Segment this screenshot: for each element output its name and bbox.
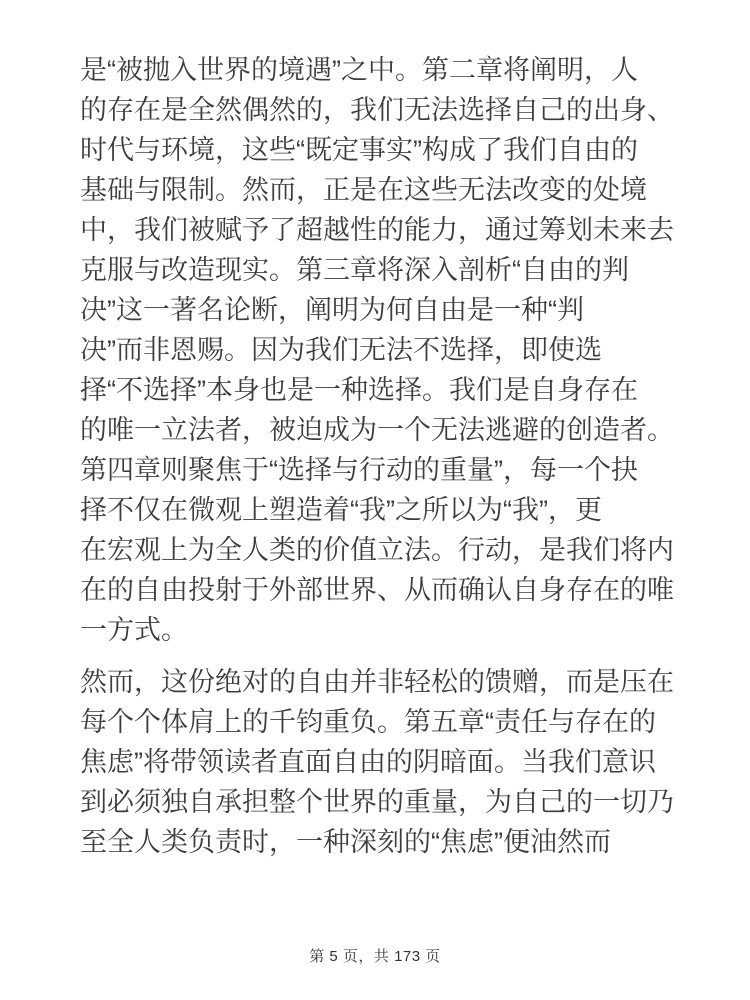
paragraph-1 [80,50,690,650]
text-line: 决”这一著名论断，阐明为何自由是一种“判 [80,295,584,325]
text-line: 每个个体肩上的千钧重负。第五章“责任与存在的 [80,707,656,737]
text-line: 然而，这份绝对的自由并非轻松的馈赠，而是压在 [80,667,674,697]
text-line: 时代与环境，这些“既定事实”构成了我们自由的 [80,135,638,165]
text-line: 中，我们被赋予了超越性的能力，通过筹划未来去 [80,215,674,245]
text-line: 择不仅在微观上塑造着“我”之所以为“我”，更 [80,495,602,525]
text-line: 决”而非恩赐。因为我们无法不选择，即使选 [80,335,602,365]
text-line: 的唯一立法者，被迫成为一个无法逃避的创造者。 [80,415,674,445]
text-line: 第四章则聚焦于“选择与行动的重量”，每一个抉 [80,455,638,485]
document-body [80,50,690,862]
text-line: 至全人类负责时，一种深刻的“焦虑”便油然而 [80,827,611,857]
text-line: 择“不选择”本身也是一种选择。我们是自身存在 [80,375,638,405]
text-line: 基础与限制。然而，正是在这些无法改变的处境 [80,175,647,205]
text-line: 克服与改造现实。第三章将深入剖析“自由的判 [80,255,629,285]
text-line: 是“被抛入世界的境遇”之中。第二章将阐明，人 [80,55,638,85]
text-line: 在的自由投射于外部世界、从而确认自身存在的唯 [80,575,674,605]
text-line: 焦虑”将带领读者直面自由的阴暗面。当我们意识 [80,747,656,777]
page-number-footer: 第 5 页，共 173 页 [309,948,441,965]
text-line: 到必须独自承担整个世界的重量，为自己的一切乃 [80,787,674,817]
text-line: 的存在是全然偶然的，我们无法选择自己的出身、 [80,95,674,125]
text-line: 一方式。 [80,615,188,645]
text-line: 在宏观上为全人类的价值立法。行动，是我们将内 [80,535,674,565]
paragraph-2 [80,662,690,862]
